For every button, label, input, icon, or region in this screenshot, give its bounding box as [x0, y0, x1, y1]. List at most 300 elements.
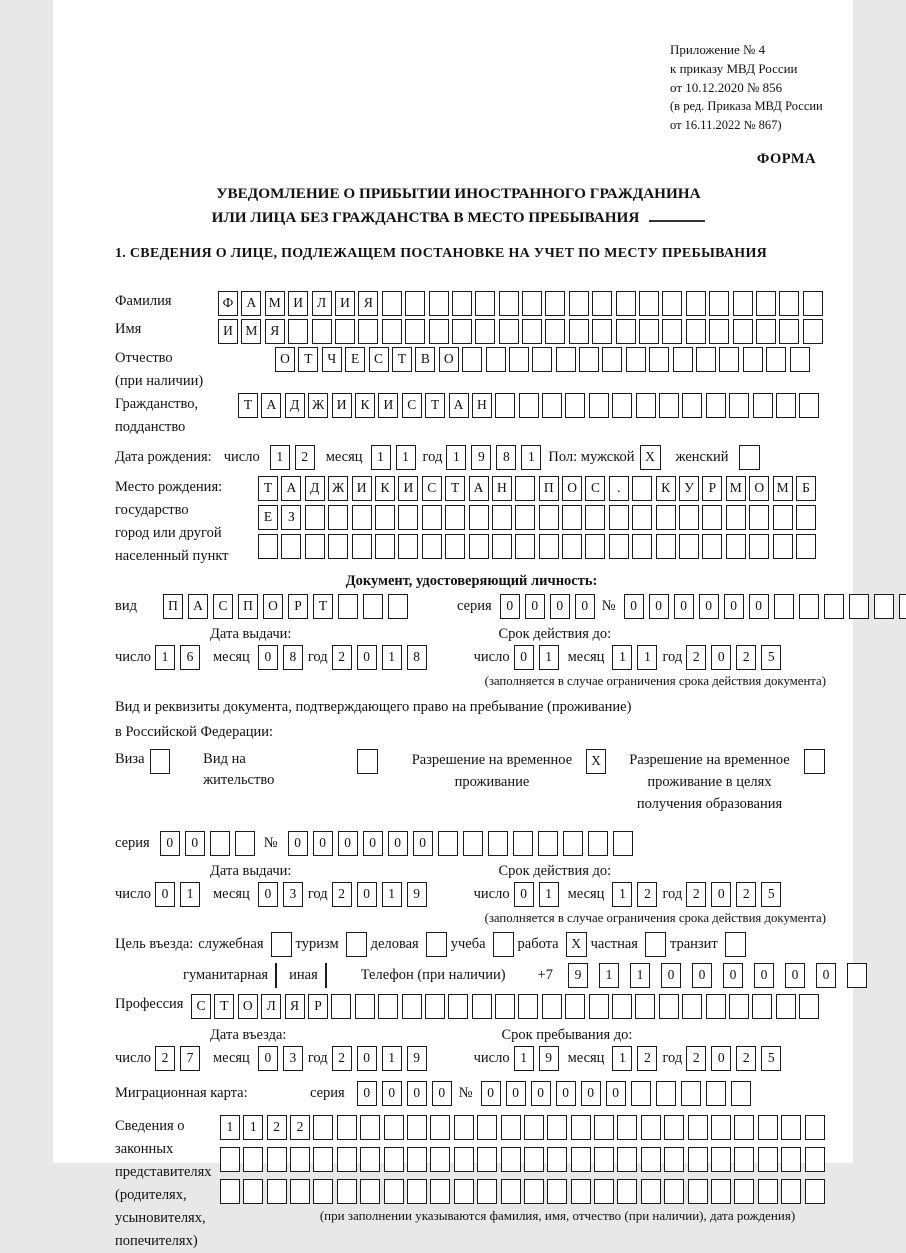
- char-cell[interactable]: 0: [481, 1081, 501, 1106]
- purpose-private-checkbox[interactable]: [645, 932, 666, 957]
- char-cell[interactable]: [702, 534, 722, 559]
- representatives-boxes-row1[interactable]: [220, 1115, 828, 1140]
- char-cell[interactable]: 0: [711, 645, 731, 670]
- char-cell[interactable]: [360, 1147, 380, 1172]
- char-cell[interactable]: [477, 1179, 497, 1204]
- char-cell[interactable]: [501, 1115, 521, 1140]
- char-cell[interactable]: [220, 1147, 240, 1172]
- char-cell[interactable]: 2: [736, 1046, 756, 1071]
- char-cell[interactable]: [664, 1115, 684, 1140]
- char-cell[interactable]: [585, 534, 605, 559]
- char-cell[interactable]: [430, 1147, 450, 1172]
- char-cell[interactable]: 0: [432, 1081, 452, 1106]
- char-cell[interactable]: [547, 1179, 567, 1204]
- char-cell[interactable]: [438, 831, 458, 856]
- char-cell[interactable]: [454, 1115, 474, 1140]
- char-cell[interactable]: 0: [363, 831, 383, 856]
- char-cell[interactable]: [542, 393, 562, 418]
- char-cell[interactable]: [445, 534, 465, 559]
- char-cell[interactable]: [656, 505, 676, 530]
- char-cell[interactable]: [290, 1147, 310, 1172]
- char-cell[interactable]: Т: [445, 476, 465, 501]
- char-cell[interactable]: 9: [568, 963, 588, 988]
- char-cell[interactable]: [617, 1179, 637, 1204]
- char-cell[interactable]: [588, 831, 608, 856]
- char-cell[interactable]: [626, 347, 646, 372]
- char-cell[interactable]: 0: [357, 1081, 377, 1106]
- char-cell[interactable]: И: [398, 476, 418, 501]
- char-cell[interactable]: Л: [312, 291, 332, 316]
- char-cell[interactable]: [756, 291, 776, 316]
- char-cell[interactable]: [673, 347, 693, 372]
- char-cell[interactable]: Р: [308, 994, 328, 1019]
- purpose-other-checkbox[interactable]: [325, 963, 327, 988]
- char-cell[interactable]: 0: [357, 1046, 377, 1071]
- char-cell[interactable]: З: [281, 505, 301, 530]
- char-cell[interactable]: [790, 347, 810, 372]
- char-cell[interactable]: 0: [699, 594, 719, 619]
- char-cell[interactable]: Ж: [308, 393, 328, 418]
- char-cell[interactable]: 6: [180, 645, 200, 670]
- char-cell[interactable]: [592, 291, 612, 316]
- issue-year-boxes[interactable]: [332, 645, 432, 670]
- char-cell[interactable]: [709, 291, 729, 316]
- char-cell[interactable]: [454, 1179, 474, 1204]
- char-cell[interactable]: [805, 1115, 825, 1140]
- sex-female-checkbox[interactable]: [739, 445, 760, 470]
- char-cell[interactable]: 1: [382, 1046, 402, 1071]
- char-cell[interactable]: 0: [357, 645, 377, 670]
- char-cell[interactable]: [305, 505, 325, 530]
- temp-residence-checkbox[interactable]: X: [586, 749, 606, 774]
- char-cell[interactable]: [477, 1115, 497, 1140]
- char-cell[interactable]: И: [288, 291, 308, 316]
- representatives-boxes-row3[interactable]: [220, 1179, 828, 1204]
- birth-place-boxes-row2[interactable]: [258, 505, 819, 530]
- char-cell[interactable]: [706, 994, 726, 1019]
- patronymic-boxes[interactable]: [275, 347, 813, 372]
- char-cell[interactable]: [711, 1115, 731, 1140]
- char-cell[interactable]: 1: [382, 882, 402, 907]
- char-cell[interactable]: М: [726, 476, 746, 501]
- char-cell[interactable]: [547, 1147, 567, 1172]
- char-cell[interactable]: [696, 347, 716, 372]
- char-cell[interactable]: 0: [785, 963, 805, 988]
- char-cell[interactable]: [488, 831, 508, 856]
- char-cell[interactable]: [258, 534, 278, 559]
- char-cell[interactable]: П: [163, 594, 183, 619]
- char-cell[interactable]: [398, 534, 418, 559]
- char-cell[interactable]: Р: [702, 476, 722, 501]
- char-cell[interactable]: [472, 994, 492, 1019]
- char-cell[interactable]: [632, 476, 652, 501]
- char-cell[interactable]: 0: [581, 1081, 601, 1106]
- char-cell[interactable]: Ч: [322, 347, 342, 372]
- char-cell[interactable]: 0: [525, 594, 545, 619]
- char-cell[interactable]: 9: [539, 1046, 559, 1071]
- char-cell[interactable]: [659, 994, 679, 1019]
- char-cell[interactable]: У: [679, 476, 699, 501]
- char-cell[interactable]: [612, 994, 632, 1019]
- char-cell[interactable]: [824, 594, 844, 619]
- char-cell[interactable]: [639, 291, 659, 316]
- char-cell[interactable]: [803, 319, 823, 344]
- char-cell[interactable]: 1: [612, 882, 632, 907]
- char-cell[interactable]: [711, 1179, 731, 1204]
- char-cell[interactable]: [337, 1147, 357, 1172]
- char-cell[interactable]: [313, 1179, 333, 1204]
- char-cell[interactable]: [758, 1147, 778, 1172]
- char-cell[interactable]: [267, 1179, 287, 1204]
- char-cell[interactable]: [388, 594, 408, 619]
- char-cell[interactable]: [352, 505, 372, 530]
- char-cell[interactable]: [585, 505, 605, 530]
- res-issue-day-boxes[interactable]: [155, 882, 205, 907]
- char-cell[interactable]: 1: [396, 445, 416, 470]
- char-cell[interactable]: [513, 831, 533, 856]
- char-cell[interactable]: [384, 1115, 404, 1140]
- char-cell[interactable]: [641, 1179, 661, 1204]
- char-cell[interactable]: 1: [220, 1115, 240, 1140]
- char-cell[interactable]: [706, 1081, 726, 1106]
- char-cell[interactable]: 0: [407, 1081, 427, 1106]
- char-cell[interactable]: [475, 291, 495, 316]
- char-cell[interactable]: [631, 1081, 651, 1106]
- char-cell[interactable]: 8: [496, 445, 516, 470]
- surname-boxes[interactable]: [218, 291, 826, 316]
- phone-boxes[interactable]: [561, 963, 871, 988]
- char-cell[interactable]: [636, 393, 656, 418]
- char-cell[interactable]: 0: [723, 963, 743, 988]
- char-cell[interactable]: [495, 393, 515, 418]
- char-cell[interactable]: 0: [556, 1081, 576, 1106]
- char-cell[interactable]: [562, 505, 582, 530]
- char-cell[interactable]: А: [188, 594, 208, 619]
- char-cell[interactable]: Т: [425, 393, 445, 418]
- char-cell[interactable]: Т: [298, 347, 318, 372]
- char-cell[interactable]: 0: [313, 831, 333, 856]
- char-cell[interactable]: [499, 319, 519, 344]
- char-cell[interactable]: [641, 1147, 661, 1172]
- char-cell[interactable]: [686, 291, 706, 316]
- char-cell[interactable]: [781, 1147, 801, 1172]
- char-cell[interactable]: С: [191, 994, 211, 1019]
- char-cell[interactable]: 0: [288, 831, 308, 856]
- char-cell[interactable]: [492, 534, 512, 559]
- stay-month-boxes[interactable]: [612, 1046, 662, 1071]
- char-cell[interactable]: П: [238, 594, 258, 619]
- valid-day-boxes[interactable]: [514, 645, 564, 670]
- profession-boxes[interactable]: [191, 994, 823, 1019]
- char-cell[interactable]: [290, 1179, 310, 1204]
- char-cell[interactable]: [686, 319, 706, 344]
- char-cell[interactable]: [592, 319, 612, 344]
- char-cell[interactable]: 0: [506, 1081, 526, 1106]
- char-cell[interactable]: И: [335, 291, 355, 316]
- char-cell[interactable]: [532, 347, 552, 372]
- char-cell[interactable]: [360, 1115, 380, 1140]
- char-cell[interactable]: [706, 393, 726, 418]
- char-cell[interactable]: [662, 319, 682, 344]
- char-cell[interactable]: [515, 476, 535, 501]
- char-cell[interactable]: [803, 291, 823, 316]
- birth-place-boxes-row1[interactable]: [258, 476, 819, 501]
- char-cell[interactable]: [702, 505, 722, 530]
- representatives-boxes-row2[interactable]: [220, 1147, 828, 1172]
- char-cell[interactable]: 0: [624, 594, 644, 619]
- char-cell[interactable]: Я: [358, 291, 378, 316]
- temp-residence-education-checkbox[interactable]: [804, 749, 824, 774]
- char-cell[interactable]: [779, 291, 799, 316]
- char-cell[interactable]: [313, 1147, 333, 1172]
- char-cell[interactable]: И: [352, 476, 372, 501]
- char-cell[interactable]: [641, 1115, 661, 1140]
- char-cell[interactable]: [805, 1147, 825, 1172]
- char-cell[interactable]: [616, 291, 636, 316]
- purpose-tourism-checkbox[interactable]: [346, 932, 367, 957]
- char-cell[interactable]: [335, 319, 355, 344]
- char-cell[interactable]: [358, 319, 378, 344]
- char-cell[interactable]: С: [585, 476, 605, 501]
- char-cell[interactable]: 0: [749, 594, 769, 619]
- purpose-work-checkbox[interactable]: X: [566, 932, 587, 957]
- char-cell[interactable]: П: [539, 476, 559, 501]
- doc-number-boxes[interactable]: [624, 594, 906, 619]
- char-cell[interactable]: [313, 1115, 333, 1140]
- char-cell[interactable]: 2: [736, 882, 756, 907]
- char-cell[interactable]: 0: [413, 831, 433, 856]
- char-cell[interactable]: [664, 1179, 684, 1204]
- char-cell[interactable]: [773, 534, 793, 559]
- char-cell[interactable]: 5: [761, 882, 781, 907]
- char-cell[interactable]: [288, 319, 308, 344]
- char-cell[interactable]: Н: [492, 476, 512, 501]
- char-cell[interactable]: [635, 994, 655, 1019]
- entry-month-boxes[interactable]: [258, 1046, 308, 1071]
- char-cell[interactable]: 1: [539, 882, 559, 907]
- char-cell[interactable]: [753, 393, 773, 418]
- char-cell[interactable]: [519, 393, 539, 418]
- char-cell[interactable]: Н: [472, 393, 492, 418]
- char-cell[interactable]: [589, 393, 609, 418]
- char-cell[interactable]: [594, 1179, 614, 1204]
- char-cell[interactable]: [492, 505, 512, 530]
- char-cell[interactable]: [448, 994, 468, 1019]
- char-cell[interactable]: [338, 594, 358, 619]
- char-cell[interactable]: [731, 1081, 751, 1106]
- char-cell[interactable]: [579, 347, 599, 372]
- char-cell[interactable]: .: [609, 476, 629, 501]
- purpose-transit-checkbox[interactable]: [725, 932, 746, 957]
- char-cell[interactable]: [281, 534, 301, 559]
- char-cell[interactable]: [384, 1179, 404, 1204]
- char-cell[interactable]: [407, 1147, 427, 1172]
- char-cell[interactable]: [776, 994, 796, 1019]
- char-cell[interactable]: [632, 534, 652, 559]
- char-cell[interactable]: И: [218, 319, 238, 344]
- char-cell[interactable]: [734, 1147, 754, 1172]
- purpose-study-checkbox[interactable]: [493, 932, 514, 957]
- char-cell[interactable]: [445, 505, 465, 530]
- char-cell[interactable]: [773, 505, 793, 530]
- char-cell[interactable]: [563, 831, 583, 856]
- doc-series-boxes[interactable]: [500, 594, 600, 619]
- char-cell[interactable]: [602, 347, 622, 372]
- char-cell[interactable]: [515, 534, 535, 559]
- char-cell[interactable]: [452, 319, 472, 344]
- char-cell[interactable]: [681, 1081, 701, 1106]
- char-cell[interactable]: К: [656, 476, 676, 501]
- char-cell[interactable]: [499, 291, 519, 316]
- char-cell[interactable]: [752, 994, 772, 1019]
- char-cell[interactable]: [569, 319, 589, 344]
- char-cell[interactable]: 0: [500, 594, 520, 619]
- char-cell[interactable]: [405, 291, 425, 316]
- char-cell[interactable]: Т: [258, 476, 278, 501]
- char-cell[interactable]: [515, 505, 535, 530]
- char-cell[interactable]: [781, 1115, 801, 1140]
- char-cell[interactable]: 0: [357, 882, 377, 907]
- char-cell[interactable]: [594, 1147, 614, 1172]
- char-cell[interactable]: [486, 347, 506, 372]
- char-cell[interactable]: И: [378, 393, 398, 418]
- char-cell[interactable]: 2: [637, 882, 657, 907]
- char-cell[interactable]: 0: [674, 594, 694, 619]
- char-cell[interactable]: [524, 1147, 544, 1172]
- issue-day-boxes[interactable]: [155, 645, 205, 670]
- char-cell[interactable]: [337, 1115, 357, 1140]
- residence-permit-checkbox[interactable]: [357, 749, 377, 774]
- char-cell[interactable]: [501, 1147, 521, 1172]
- char-cell[interactable]: 0: [382, 1081, 402, 1106]
- char-cell[interactable]: 2: [637, 1046, 657, 1071]
- char-cell[interactable]: [538, 831, 558, 856]
- char-cell[interactable]: [454, 1147, 474, 1172]
- purpose-official-checkbox[interactable]: [271, 932, 292, 957]
- char-cell[interactable]: [312, 319, 332, 344]
- char-cell[interactable]: Т: [392, 347, 412, 372]
- char-cell[interactable]: Д: [285, 393, 305, 418]
- char-cell[interactable]: 0: [258, 1046, 278, 1071]
- char-cell[interactable]: [452, 291, 472, 316]
- char-cell[interactable]: [267, 1147, 287, 1172]
- stay-year-boxes[interactable]: [686, 1046, 786, 1071]
- char-cell[interactable]: [639, 319, 659, 344]
- char-cell[interactable]: [571, 1179, 591, 1204]
- char-cell[interactable]: С: [402, 393, 422, 418]
- char-cell[interactable]: [407, 1115, 427, 1140]
- char-cell[interactable]: [352, 534, 372, 559]
- char-cell[interactable]: 1: [180, 882, 200, 907]
- char-cell[interactable]: [613, 831, 633, 856]
- char-cell[interactable]: [518, 994, 538, 1019]
- char-cell[interactable]: 0: [155, 882, 175, 907]
- char-cell[interactable]: 0: [258, 645, 278, 670]
- char-cell[interactable]: А: [241, 291, 261, 316]
- residence-number-boxes[interactable]: [288, 831, 638, 856]
- char-cell[interactable]: 0: [606, 1081, 626, 1106]
- char-cell[interactable]: [429, 319, 449, 344]
- char-cell[interactable]: 0: [754, 963, 774, 988]
- char-cell[interactable]: 9: [407, 1046, 427, 1071]
- char-cell[interactable]: [799, 393, 819, 418]
- char-cell[interactable]: [616, 319, 636, 344]
- char-cell[interactable]: 0: [550, 594, 570, 619]
- char-cell[interactable]: [545, 291, 565, 316]
- char-cell[interactable]: С: [422, 476, 442, 501]
- char-cell[interactable]: [495, 994, 515, 1019]
- char-cell[interactable]: [382, 319, 402, 344]
- char-cell[interactable]: Л: [261, 994, 281, 1019]
- char-cell[interactable]: [758, 1179, 778, 1204]
- char-cell[interactable]: [429, 291, 449, 316]
- char-cell[interactable]: [847, 963, 867, 988]
- char-cell[interactable]: [874, 594, 894, 619]
- char-cell[interactable]: 0: [661, 963, 681, 988]
- char-cell[interactable]: 0: [711, 882, 731, 907]
- char-cell[interactable]: 2: [686, 882, 706, 907]
- char-cell[interactable]: О: [562, 476, 582, 501]
- char-cell[interactable]: [679, 505, 699, 530]
- char-cell[interactable]: Б: [796, 476, 816, 501]
- char-cell[interactable]: 9: [407, 882, 427, 907]
- char-cell[interactable]: [776, 393, 796, 418]
- char-cell[interactable]: 0: [514, 645, 534, 670]
- char-cell[interactable]: 1: [630, 963, 650, 988]
- char-cell[interactable]: [609, 534, 629, 559]
- char-cell[interactable]: [562, 534, 582, 559]
- char-cell[interactable]: 1: [539, 645, 559, 670]
- char-cell[interactable]: [355, 994, 375, 1019]
- char-cell[interactable]: [617, 1115, 637, 1140]
- char-cell[interactable]: 1: [155, 645, 175, 670]
- char-cell[interactable]: [463, 831, 483, 856]
- char-cell[interactable]: К: [375, 476, 395, 501]
- char-cell[interactable]: 9: [471, 445, 491, 470]
- char-cell[interactable]: [805, 1179, 825, 1204]
- char-cell[interactable]: 2: [736, 645, 756, 670]
- char-cell[interactable]: [779, 319, 799, 344]
- char-cell[interactable]: [729, 994, 749, 1019]
- char-cell[interactable]: О: [238, 994, 258, 1019]
- char-cell[interactable]: [799, 994, 819, 1019]
- char-cell[interactable]: А: [281, 476, 301, 501]
- char-cell[interactable]: А: [261, 393, 281, 418]
- residence-series-boxes[interactable]: [160, 831, 260, 856]
- char-cell[interactable]: [774, 594, 794, 619]
- char-cell[interactable]: [688, 1179, 708, 1204]
- visa-checkbox[interactable]: [150, 749, 170, 774]
- char-cell[interactable]: [337, 1179, 357, 1204]
- char-cell[interactable]: [235, 831, 255, 856]
- char-cell[interactable]: Я: [285, 994, 305, 1019]
- char-cell[interactable]: О: [749, 476, 769, 501]
- char-cell[interactable]: [524, 1115, 544, 1140]
- migration-number-boxes[interactable]: [481, 1081, 756, 1106]
- char-cell[interactable]: [243, 1179, 263, 1204]
- char-cell[interactable]: 0: [575, 594, 595, 619]
- char-cell[interactable]: [756, 319, 776, 344]
- char-cell[interactable]: В: [415, 347, 435, 372]
- char-cell[interactable]: [766, 347, 786, 372]
- char-cell[interactable]: Ж: [328, 476, 348, 501]
- char-cell[interactable]: 1: [599, 963, 619, 988]
- sex-male-checkbox[interactable]: X: [640, 445, 661, 470]
- char-cell[interactable]: [796, 534, 816, 559]
- char-cell[interactable]: 1: [243, 1115, 263, 1140]
- char-cell[interactable]: [378, 994, 398, 1019]
- char-cell[interactable]: [733, 291, 753, 316]
